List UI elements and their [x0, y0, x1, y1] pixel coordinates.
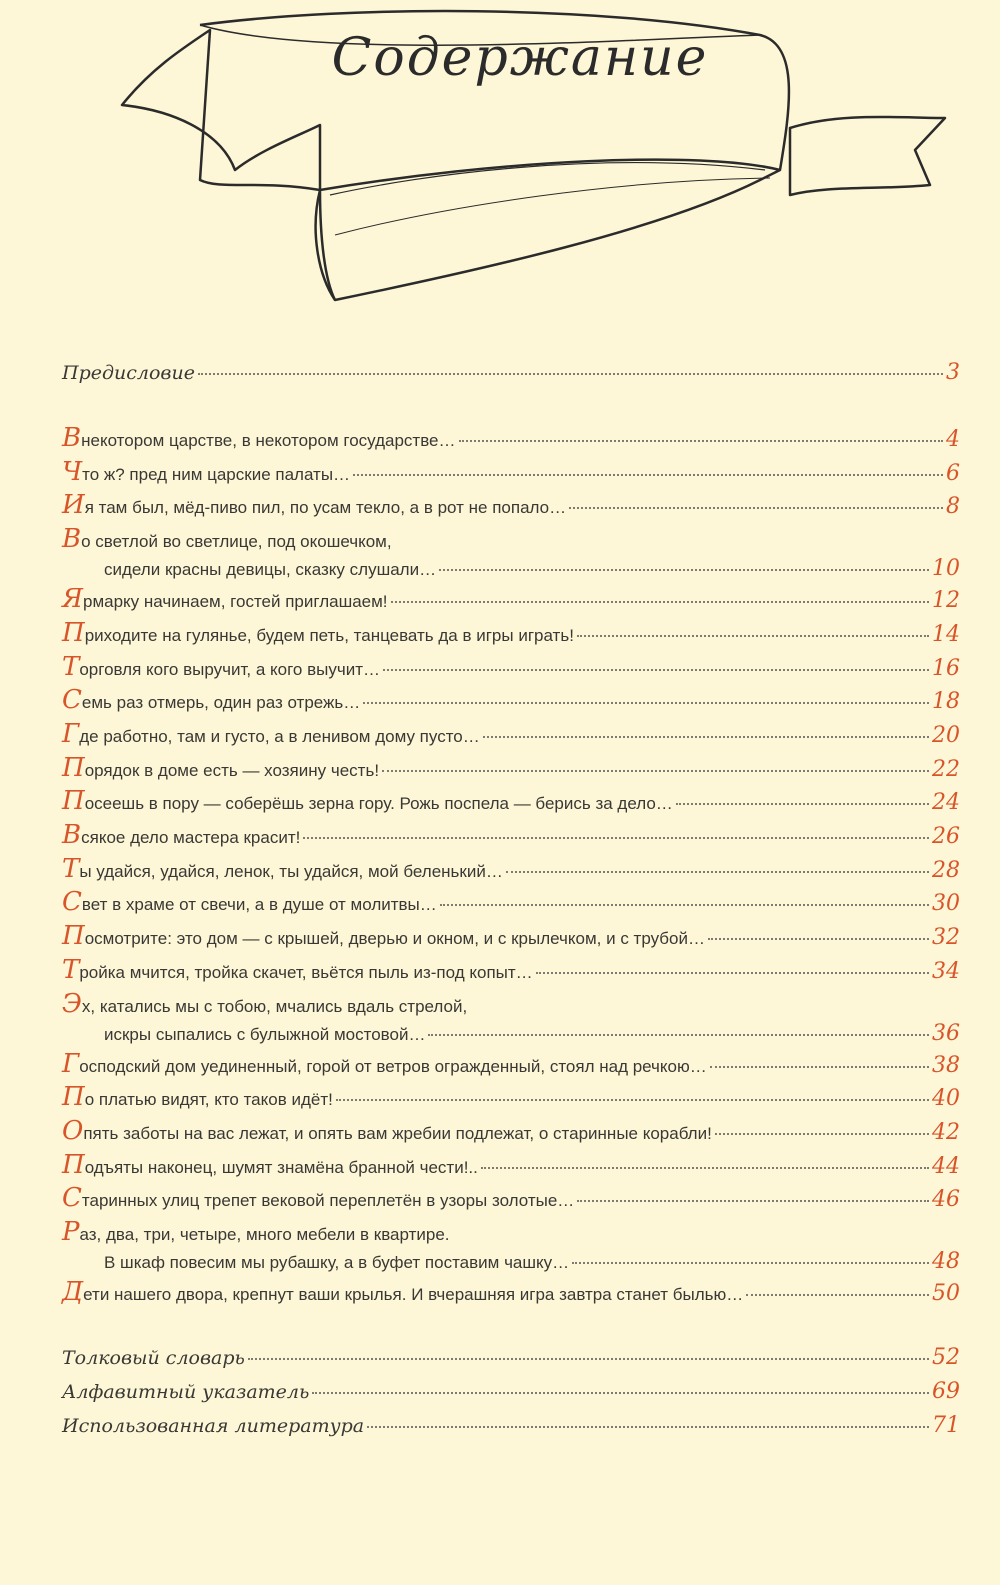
entry-title-continued: сидели красны девицы, сказку слушали…	[104, 560, 437, 580]
dot-leader	[383, 669, 929, 671]
page-number: 38	[932, 1052, 960, 1078]
drop-initial: Ч	[62, 456, 83, 487]
drop-initial: О	[62, 1115, 84, 1146]
toc-entry[interactable]	[62, 687, 960, 717]
toc-line	[62, 752, 960, 785]
entry-title: рмарку начинаем, гостей приглашаем!	[83, 592, 388, 612]
toc-entry[interactable]	[62, 617, 960, 650]
entry-title: Алфавитный указатель	[62, 1381, 310, 1403]
dot-leader	[367, 1426, 929, 1428]
entry-title: осеешь в пору — соберёшь зерна гору. Рожь поспела — берись за дело…	[84, 794, 673, 814]
drop-initial: В	[62, 524, 82, 555]
toc-entry[interactable]	[62, 586, 960, 616]
entry-title: аз, два, три, четыре, много мебели в квартире.	[79, 1225, 450, 1244]
page-number: 20	[932, 722, 960, 748]
toc-entry[interactable]	[62, 1185, 960, 1215]
page-number: 42	[932, 1119, 960, 1145]
drop-initial: Т	[62, 853, 80, 884]
toc-line	[62, 1219, 960, 1249]
toc-line	[62, 1185, 960, 1215]
drop-initial: П	[62, 752, 85, 783]
toc-entry[interactable]	[62, 1219, 960, 1279]
page-title: Содержание	[331, 28, 709, 88]
entry-title: де работно, там и густо, а в ленивом дому пусто…	[79, 726, 480, 746]
toc-line	[62, 988, 960, 1021]
toc-entry[interactable]	[62, 526, 960, 586]
dot-leader	[198, 373, 943, 375]
toc-line	[62, 822, 960, 852]
drop-initial: Т	[62, 651, 80, 682]
dot-leader	[336, 1099, 929, 1101]
entry-title: пять заботы на вас лежат, и опять вам жребии подлежат, о старинные корабли!	[83, 1123, 712, 1143]
toc-entry[interactable]	[62, 923, 960, 953]
drop-initial: С	[62, 685, 82, 716]
page-number: 24	[932, 790, 960, 816]
drop-initial: В	[62, 423, 82, 453]
dot-leader	[746, 1294, 929, 1296]
toc-entry[interactable]	[62, 1413, 960, 1443]
toc-entry[interactable]	[62, 718, 960, 751]
dot-leader	[312, 1392, 929, 1394]
entry-title: Предисловие	[62, 362, 195, 384]
dot-leader	[303, 837, 929, 839]
entry-title: емь раз отмерь, один раз отрежь…	[81, 693, 361, 713]
entry-title: Толковый словарь	[62, 1347, 245, 1369]
drop-initial: Д	[62, 1277, 84, 1307]
toc-line	[62, 456, 960, 489]
dot-leader	[710, 1066, 929, 1068]
dot-leader	[577, 635, 929, 637]
entry-title: ы удайся, удайся, ленок, ты удайся, мой беленький…	[79, 861, 503, 881]
toc-line	[62, 1021, 960, 1051]
toc-entry[interactable]	[62, 651, 960, 684]
toc-line	[62, 687, 960, 717]
toc-line	[62, 586, 960, 616]
page-number: 48	[932, 1249, 960, 1274]
toc-line	[62, 1249, 960, 1279]
page-number: 4	[946, 427, 960, 452]
page-number: 36	[932, 1020, 960, 1046]
toc-line	[62, 718, 960, 751]
toc-line	[62, 923, 960, 953]
drop-initial: П	[62, 617, 85, 648]
entry-title: таринных улиц трепет вековой переплетён в узоры золотые…	[81, 1191, 575, 1211]
drop-initial: П	[62, 1149, 85, 1180]
toc-line	[62, 889, 960, 919]
toc-entry[interactable]	[62, 788, 960, 818]
dot-leader	[577, 1200, 929, 1202]
toc-line	[62, 617, 960, 650]
dot-leader	[715, 1133, 929, 1135]
entry-title: некотором царстве, в некотором государстве…	[81, 431, 456, 450]
entry-title: сякое дело мастера красит!	[81, 828, 301, 847]
drop-initial: П	[62, 921, 85, 952]
entry-title: о светлой во светлице, под окошечком,	[81, 532, 392, 552]
toc-entry[interactable]	[62, 1379, 960, 1409]
dot-leader	[248, 1358, 929, 1360]
toc-line	[62, 1413, 960, 1443]
toc-line	[62, 954, 960, 987]
toc-line	[62, 1149, 960, 1182]
entry-title: осмотрите: это дом — с крышей, дверью и окном, и с крылечком, и с трубой…	[84, 929, 705, 949]
toc-line	[62, 556, 960, 586]
toc-entry[interactable]	[62, 1149, 960, 1182]
page-number: 22	[932, 756, 960, 782]
page-number: 16	[932, 655, 960, 681]
toc-line	[62, 425, 960, 455]
entry-title: ети нашего двора, крепнут ваши крылья. И вчерашняя игра завтра станет былью…	[83, 1285, 744, 1304]
page-number: 10	[932, 556, 960, 582]
dot-leader	[506, 871, 929, 873]
dot-leader	[440, 904, 929, 906]
entry-title: вет в храме от свечи, а в душе от молитвы…	[81, 895, 437, 915]
drop-initial: Р	[62, 1217, 80, 1247]
toc-entry[interactable]	[62, 988, 960, 1051]
entry-title: Использованная литература	[62, 1415, 365, 1437]
page-number: 8	[946, 494, 960, 520]
entry-title: орядок в доме есть — хозяину честь!	[84, 760, 380, 780]
toc-entry[interactable]	[62, 1115, 960, 1148]
toc-entry[interactable]	[62, 492, 960, 522]
toc-line	[62, 1379, 960, 1409]
entry-title: осподский дом уединенный, горой от ветров огражденный, стоял над речкою…	[79, 1056, 707, 1076]
drop-initial: П	[62, 786, 85, 817]
page-number: 52	[932, 1345, 960, 1370]
entry-title-continued: искры сыпались с булыжной мостовой…	[104, 1024, 426, 1044]
dot-leader	[572, 1262, 929, 1264]
drop-initial: С	[62, 887, 82, 918]
dot-leader	[481, 1167, 929, 1169]
toc-entry[interactable]	[62, 954, 960, 987]
page-number: 6	[946, 460, 960, 486]
entry-title: орговля кого выручит, а кого выучит…	[79, 659, 380, 679]
entry-title: о платью видят, кто таков идёт!	[84, 1090, 333, 1110]
drop-initial: Т	[62, 954, 80, 985]
page-number: 18	[932, 689, 960, 715]
dot-leader	[439, 569, 929, 571]
page-number: 26	[932, 824, 960, 849]
toc-line	[62, 360, 960, 390]
page-number: 44	[932, 1153, 960, 1179]
toc-line	[62, 651, 960, 684]
drop-initial: Э	[62, 988, 82, 1019]
page-number: 3	[946, 360, 960, 385]
toc-entry[interactable]	[62, 1279, 960, 1309]
entry-title: я там был, мёд-пиво пил, по усам текло, а в рот не попало…	[84, 498, 567, 518]
dot-leader	[382, 770, 929, 772]
page-number: 28	[932, 857, 960, 883]
entry-title: то ж? пред ним царские палаты…	[82, 464, 351, 484]
toc-line	[62, 1115, 960, 1148]
page-number: 12	[932, 588, 960, 614]
dot-leader	[459, 440, 943, 442]
toc-line	[62, 788, 960, 818]
page-number: 34	[932, 958, 960, 984]
toc-entry[interactable]	[62, 889, 960, 919]
dot-leader	[536, 972, 929, 974]
page-number: 69	[932, 1379, 960, 1404]
entry-title: х, катались мы с тобою, мчались вдаль стрелой,	[81, 996, 468, 1016]
toc-entry[interactable]	[62, 1345, 960, 1375]
toc-line	[62, 853, 960, 886]
dot-leader	[428, 1034, 929, 1036]
toc-line	[62, 1084, 960, 1114]
drop-initial: И	[62, 490, 85, 521]
entry-title: одъяты наконец, шумят знамёна бранной чести!..	[84, 1157, 478, 1177]
dot-leader	[353, 474, 943, 476]
toc-line	[62, 1345, 960, 1375]
toc-entry[interactable]	[62, 1084, 960, 1114]
page-number: 50	[932, 1281, 960, 1306]
entry-title: ройка мчится, тройка скачет, вьётся пыль из-под копыт…	[79, 962, 533, 982]
toc-line	[62, 492, 960, 522]
entry-title: риходите на гулянье, будем петь, танцевать да в игры играть!	[84, 625, 574, 645]
drop-initial: Г	[62, 718, 80, 749]
dot-leader	[676, 803, 929, 805]
dot-leader	[708, 938, 929, 940]
page-number: 40	[932, 1086, 960, 1112]
toc-entry[interactable]	[62, 360, 960, 390]
toc-entry[interactable]	[62, 752, 960, 785]
toc-line	[62, 1048, 960, 1081]
toc-entry[interactable]	[62, 853, 960, 886]
dot-leader	[391, 601, 929, 603]
toc-entry[interactable]	[62, 822, 960, 852]
page-number: 14	[932, 621, 960, 647]
toc-entry[interactable]	[62, 456, 960, 489]
toc-entry[interactable]	[62, 425, 960, 455]
page-number: 32	[932, 925, 960, 951]
drop-initial: Г	[62, 1048, 80, 1079]
dot-leader	[569, 507, 943, 509]
toc-entry[interactable]	[62, 1048, 960, 1081]
drop-initial: П	[62, 1082, 85, 1113]
page-number: 46	[932, 1187, 960, 1213]
toc-line	[62, 1279, 960, 1309]
drop-initial: Я	[62, 584, 83, 615]
entry-title-continued: В шкаф повесим мы рубашку, а в буфет поставим чашку…	[104, 1253, 570, 1272]
drop-initial: В	[62, 820, 82, 850]
drop-initial: С	[62, 1183, 82, 1214]
page-number: 71	[932, 1413, 960, 1438]
toc-line	[62, 526, 960, 556]
page-number: 30	[932, 891, 960, 917]
dot-leader	[483, 736, 929, 738]
dot-leader	[363, 702, 929, 704]
